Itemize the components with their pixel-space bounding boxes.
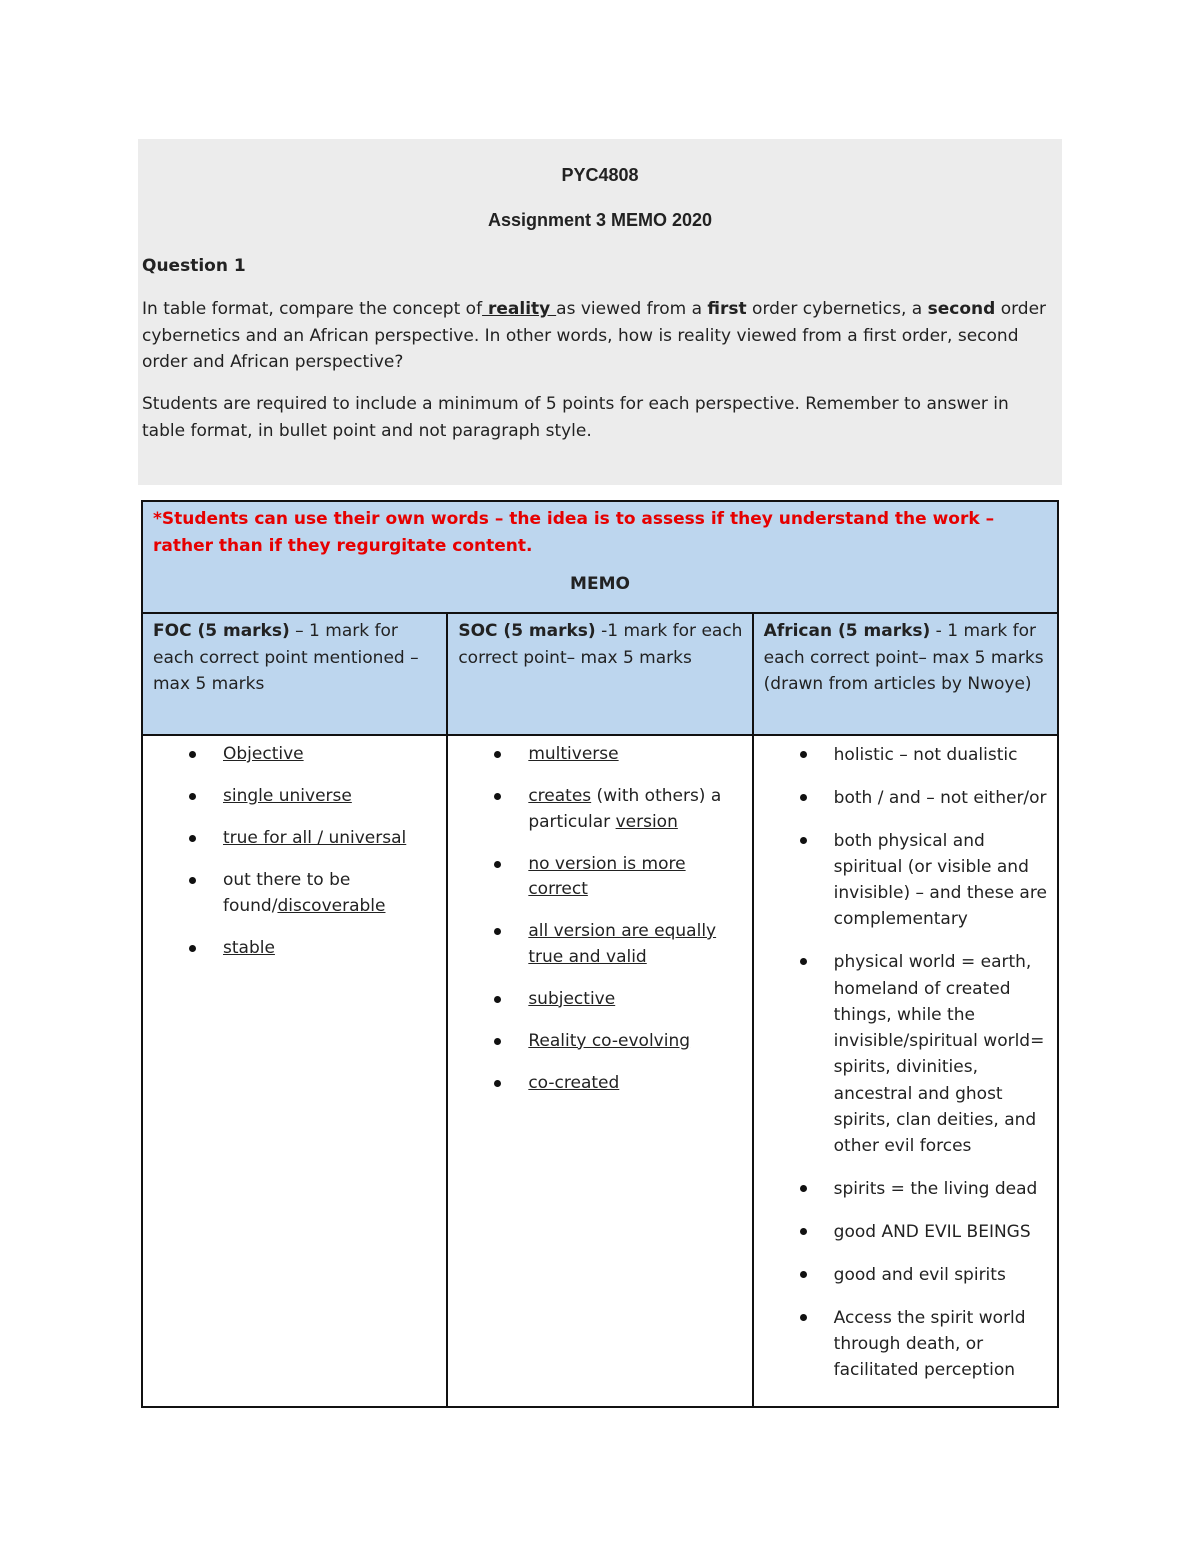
list-item: multiverse xyxy=(448,742,751,768)
african-points-list xyxy=(754,736,1057,1383)
list-item: co-created xyxy=(448,1071,751,1097)
list-item: good AND EVIL BEINGS xyxy=(754,1219,1057,1245)
list-item: both / and – not either/or xyxy=(754,785,1057,811)
memo-note: *Students can use their own words – the idea is to assess if they understand the work – rather than if they regurgitate content. xyxy=(153,509,995,556)
list-item: physical world = earth, homeland of created things, while the invisible/spiritual world= spirits, divinities, ancestral and ghost spirits, clan deities, and other evil forces xyxy=(754,949,1057,1159)
list-item: stable xyxy=(143,936,446,962)
soc-points-cell xyxy=(447,735,752,1407)
list-item: out there to be found/discoverable xyxy=(143,868,446,919)
soc-column-header: SOC (5 marks) -1 mark for each correct point– max 5 marks xyxy=(447,613,752,735)
question-header-box xyxy=(138,139,1062,485)
question-requirement: Students are required to include a minimum of 5 points for each perspective. Remember to answer in table format, in bullet point and not paragraph style. xyxy=(142,394,1009,441)
list-item: Objective xyxy=(143,742,446,768)
list-item: creates (with others) a particular version xyxy=(448,784,751,835)
foc-points-list xyxy=(143,736,446,961)
list-item: all version are equally true and valid xyxy=(448,919,751,970)
assignment-title: Assignment 3 MEMO 2020 xyxy=(487,210,713,230)
foc-points-cell xyxy=(142,735,447,1407)
memo-title: MEMO xyxy=(570,574,630,594)
foc-column-header: FOC (5 marks) – 1 mark for each correct point mentioned – max 5 marks xyxy=(142,613,447,735)
memo-header-cell xyxy=(142,501,1058,613)
memo-table xyxy=(141,500,1059,1408)
list-item: spirits = the living dead xyxy=(754,1176,1057,1202)
list-item: holistic – not dualistic xyxy=(754,742,1057,768)
list-item: good and evil spirits xyxy=(754,1262,1057,1288)
soc-points-list xyxy=(448,736,751,1096)
list-item: true for all / universal xyxy=(143,826,446,852)
list-item: single universe xyxy=(143,784,446,810)
list-item: both physical and spiritual (or visible and invisible) – and these are complementary xyxy=(754,828,1057,933)
question-label: Question 1 xyxy=(142,256,246,276)
list-item: Access the spirit world through death, or facilitated perception xyxy=(754,1305,1057,1384)
list-item: no version is more correct xyxy=(448,852,751,903)
list-item: subjective xyxy=(448,987,751,1013)
list-item: Reality co-evolving xyxy=(448,1029,751,1055)
african-points-cell xyxy=(753,735,1058,1407)
african-column-header: African (5 marks) - 1 mark for each correct point– max 5 marks (drawn from articles by Nwoye) xyxy=(753,613,1058,735)
question-instruction: In table format, compare the concept of reality as viewed from a first order cybernetics, a second order cybernetics and an African perspective. In other words, how is reality viewed from a first order, second order and African perspective? xyxy=(142,299,1047,372)
course-code: PYC4808 xyxy=(561,165,639,185)
